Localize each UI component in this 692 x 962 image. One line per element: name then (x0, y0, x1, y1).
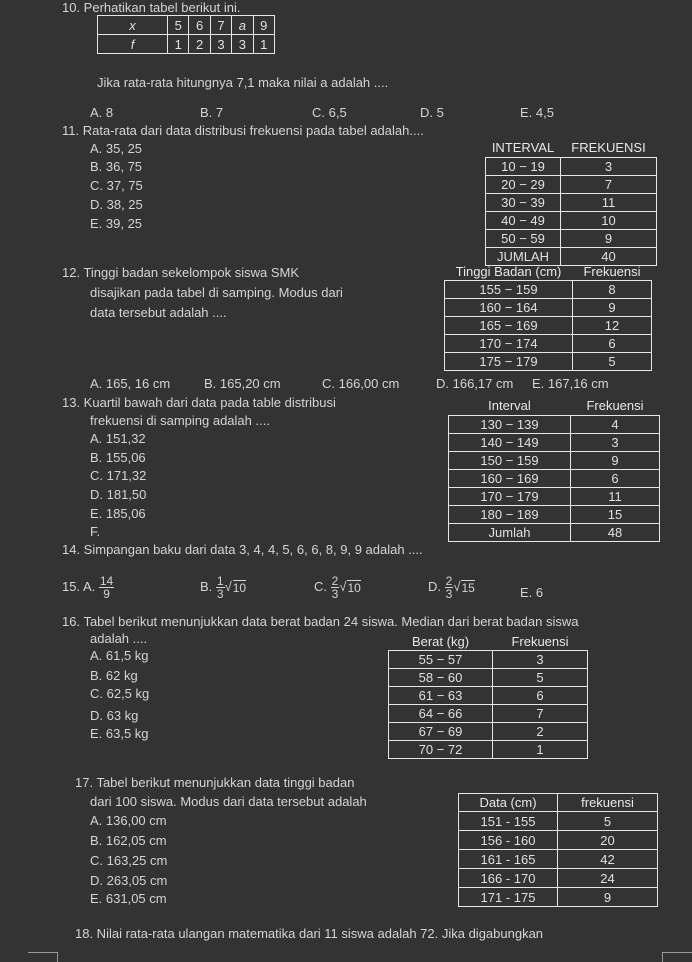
q17-header: Data (cm) (459, 794, 558, 812)
q12-option-b[interactable]: B. 165,20 cm (204, 376, 281, 391)
q12-option-e[interactable]: E. 167,16 cm (532, 376, 609, 391)
q12-stem-line2: disajikan pada tabel di samping. Modus dari (90, 285, 343, 300)
q16-table (388, 633, 588, 759)
q12-option-d[interactable]: D. 166,17 cm (436, 376, 514, 391)
q13-cell: 130 − 139 (449, 415, 571, 433)
q15-label-b: B. (200, 578, 213, 594)
q10-cell: 9 (253, 16, 274, 35)
q11-option-d[interactable]: D. 38, 25 (90, 197, 143, 212)
q12-header: Tinggi Badan (cm) (455, 263, 562, 279)
q16-header: Berat (kg) (411, 633, 470, 649)
denominator: 3 (445, 587, 453, 601)
q11-header: FREKUENSI (571, 140, 646, 156)
q11-cell: 40 − 49 (486, 211, 561, 229)
q11-header: INTERVAL (491, 140, 555, 156)
q10-stem: 10. Perhatikan tabel berikut ini. (62, 0, 241, 15)
q10-cell: 5 (168, 16, 189, 35)
q12-cell: 165 − 169 (445, 316, 573, 334)
q17-cell: 166 - 170 (459, 869, 558, 888)
q16-cell: 2 (493, 722, 588, 740)
q10-cell: x (98, 16, 168, 35)
q11-cell: 20 − 29 (486, 175, 561, 193)
q17-option-c[interactable]: C. 163,25 cm (90, 853, 168, 868)
q16-option-e[interactable]: E. 63,5 kg (90, 726, 149, 741)
q15-option-b[interactable] (200, 575, 246, 600)
q17-cell: 20 (558, 831, 658, 850)
q17-header: frekuensi (558, 794, 658, 812)
q17-stem-line2: dari 100 siswa. Modus dari data tersebut adalah (90, 794, 367, 809)
q15-label-a: 15. A. (62, 578, 96, 594)
q10-cell: 1 (168, 35, 189, 54)
crop-mark-right (662, 952, 692, 953)
q13-option-a[interactable]: A. 151,32 (90, 431, 146, 446)
q10-cell: 7 (210, 16, 231, 35)
crop-mark-right-vertical (662, 952, 663, 962)
q14-stem: 14. Simpangan baku dari data 3, 4, 4, 5, 6, 6, 8, 9, 9 adalah .... (62, 542, 423, 557)
q12-cell: 8 (573, 280, 652, 298)
q15-option-c[interactable] (314, 575, 361, 600)
radicand: 10 (232, 581, 247, 595)
q13-cell: 6 (571, 469, 660, 487)
q12-cell: 5 (573, 352, 652, 370)
q12-cell: 12 (573, 316, 652, 334)
q11-cell: 10 (561, 211, 657, 229)
q13-header: Interval (488, 397, 531, 413)
q17-cell: 161 - 165 (459, 850, 558, 869)
q12-header: Frekuensi (583, 263, 641, 279)
q12-cell: 9 (573, 298, 652, 316)
crop-mark-left-vertical (57, 952, 58, 962)
q10-table (97, 15, 275, 54)
q11-cell: 11 (561, 193, 657, 211)
q16-cell: 61 − 63 (389, 686, 493, 704)
q13-cell: 3 (571, 433, 660, 451)
q13-option-d[interactable]: D. 181,50 (90, 487, 147, 502)
q15-fraction-a (99, 575, 114, 600)
q12-cell: 155 − 159 (445, 280, 573, 298)
q15-fraction-b (216, 575, 225, 600)
denominator: 3 (331, 587, 339, 601)
q13-option-f[interactable]: F. (90, 524, 101, 539)
q13-cell: 15 (571, 505, 660, 523)
q13-cell: Jumlah (449, 523, 571, 541)
q15-fraction-d (445, 575, 454, 600)
q12-cell: 6 (573, 334, 652, 352)
q13-stem-line1: 13. Kuartil bawah dari data pada table distribusi (62, 395, 336, 410)
denominator: 3 (216, 587, 224, 601)
q16-cell: 67 − 69 (389, 722, 493, 740)
radicand: 10 (347, 581, 361, 595)
q13-cell: 180 − 189 (449, 505, 571, 523)
q17-option-e[interactable]: E. 631,05 cm (90, 891, 167, 906)
q17-cell: 151 - 155 (459, 812, 558, 831)
q10-cell: 6 (189, 16, 210, 35)
q16-cell: 64 − 66 (389, 704, 493, 722)
q17-option-b[interactable]: B. 162,05 cm (90, 833, 167, 848)
q11-cell: 9 (561, 229, 657, 247)
q16-cell: 7 (493, 704, 588, 722)
q13-cell: 11 (571, 487, 660, 505)
q16-stem-line1: 16. Tabel berikut menunjukkan data berat badan 24 siswa. Median dari berat badan siswa (62, 614, 579, 629)
q10-option-d[interactable]: D. 5 (420, 105, 444, 120)
q10-cell: 3 (232, 35, 253, 54)
q17-cell: 156 - 160 (459, 831, 558, 850)
q12-cell: 175 − 179 (445, 352, 573, 370)
denominator: 9 (103, 587, 110, 601)
q17-stem-line1: 17. Tabel berikut menunjukkan data tinggi badan (75, 775, 355, 790)
q17-cell: 171 - 175 (459, 888, 558, 907)
q16-cell: 58 − 60 (389, 668, 493, 686)
q11-option-e[interactable]: E. 39, 25 (90, 216, 143, 231)
q10-option-c[interactable]: C. 6,5 (312, 105, 347, 120)
q11-option-c[interactable]: C. 37, 75 (90, 178, 143, 193)
q16-cell: 3 (493, 650, 588, 668)
q10-option-b[interactable]: B. 7 (200, 105, 224, 120)
q12-stem-line3: data tersebut adalah .... (90, 305, 227, 320)
q10-note: Jika rata-rata hitungnya 7,1 maka nilai a adalah .... (97, 75, 389, 90)
q10-cell: a (232, 16, 253, 35)
q17-table (458, 793, 658, 907)
q13-cell: 48 (571, 523, 660, 541)
q11-option-b[interactable]: B. 36, 75 (90, 159, 143, 174)
q11-stem: 11. Rata-rata dari data distribusi frekuensi pada tabel adalah.... (62, 123, 424, 138)
numerator: 1 (216, 574, 224, 588)
q10-option-e[interactable]: E. 4,5 (520, 105, 554, 120)
q10-option-a[interactable]: A. 8 (90, 105, 114, 120)
q17-cell: 9 (558, 888, 658, 907)
q11-table (485, 139, 657, 266)
sqrt-icon: √ (224, 578, 232, 594)
q12-table (444, 263, 652, 371)
q16-stem-line2: adalah .... (90, 631, 148, 646)
q11-cell: 40 (561, 247, 657, 265)
q16-cell: 70 − 72 (389, 740, 493, 758)
numerator: 2 (331, 574, 339, 588)
q12-stem-line1: 12. Tinggi badan sekelompok siswa SMK (62, 265, 300, 280)
q12-cell: 160 − 164 (445, 298, 573, 316)
q13-option-e[interactable]: E. 185,06 (90, 506, 146, 521)
q16-cell: 1 (493, 740, 588, 758)
q11-cell: 7 (561, 175, 657, 193)
q12-cell: 170 − 174 (445, 334, 573, 352)
q15-option-e[interactable]: E. 6 (520, 585, 544, 600)
q17-cell: 5 (558, 812, 658, 831)
q12-option-c[interactable]: C. 166,00 cm (322, 376, 400, 391)
q16-option-a[interactable]: A. 61,5 kg (90, 648, 149, 663)
q15-option-a[interactable] (62, 575, 114, 600)
q11-cell: 50 − 59 (486, 229, 561, 247)
radicand: 15 (461, 581, 475, 595)
q15-label-d: D. (428, 578, 441, 594)
q13-cell: 140 − 149 (449, 433, 571, 451)
q16-option-c[interactable]: C. 62,5 kg (90, 686, 150, 701)
q16-cell: 55 − 57 (389, 650, 493, 668)
q11-cell: 3 (561, 157, 657, 175)
q16-cell: 6 (493, 686, 588, 704)
q13-table (448, 396, 660, 542)
q17-option-a[interactable]: A. 136,00 cm (90, 813, 167, 828)
q13-option-b[interactable]: B. 155,06 (90, 450, 146, 465)
q10-cell: f (98, 35, 168, 54)
q11-cell: 30 − 39 (486, 193, 561, 211)
q12-option-a[interactable]: A. 165, 16 cm (90, 376, 171, 391)
q16-option-b[interactable]: B. 62 kg (90, 668, 138, 683)
q16-cell: 5 (493, 668, 588, 686)
q15-option-d[interactable] (428, 575, 475, 600)
q13-cell: 4 (571, 415, 660, 433)
q16-header: Frekuensi (511, 633, 569, 649)
q13-cell: 170 − 179 (449, 487, 571, 505)
numerator: 2 (445, 574, 453, 588)
q15-label-c: C. (314, 578, 327, 594)
q13-option-c[interactable]: C. 171,32 (90, 468, 147, 483)
q13-cell: 150 − 159 (449, 451, 571, 469)
sqrt-icon: √ (339, 578, 347, 594)
q13-header: Frekuensi (586, 397, 644, 413)
q11-cell: 10 − 19 (486, 157, 561, 175)
q13-cell: 160 − 169 (449, 469, 571, 487)
q13-stem-line2: frekuensi di samping adalah .... (90, 413, 270, 428)
numerator: 14 (99, 574, 114, 588)
q10-cell: 3 (210, 35, 231, 54)
q17-option-d[interactable]: D. 263,05 cm (90, 873, 168, 888)
q17-cell: 24 (558, 869, 658, 888)
crop-mark-left (28, 952, 58, 953)
q16-option-d[interactable]: D. 63 kg (90, 708, 139, 723)
q11-option-a[interactable]: A. 35, 25 (90, 141, 143, 156)
sqrt-icon: √ (453, 578, 461, 594)
q15-fraction-c (331, 575, 340, 600)
q13-cell: 9 (571, 451, 660, 469)
q10-cell: 2 (189, 35, 210, 54)
q10-cell: 1 (253, 35, 274, 54)
q18-stem: 18. Nilai rata-rata ulangan matematika dari 11 siswa adalah 72. Jika digabungkan (75, 926, 544, 941)
q11-cell: JUMLAH (486, 247, 561, 265)
q17-cell: 42 (558, 850, 658, 869)
